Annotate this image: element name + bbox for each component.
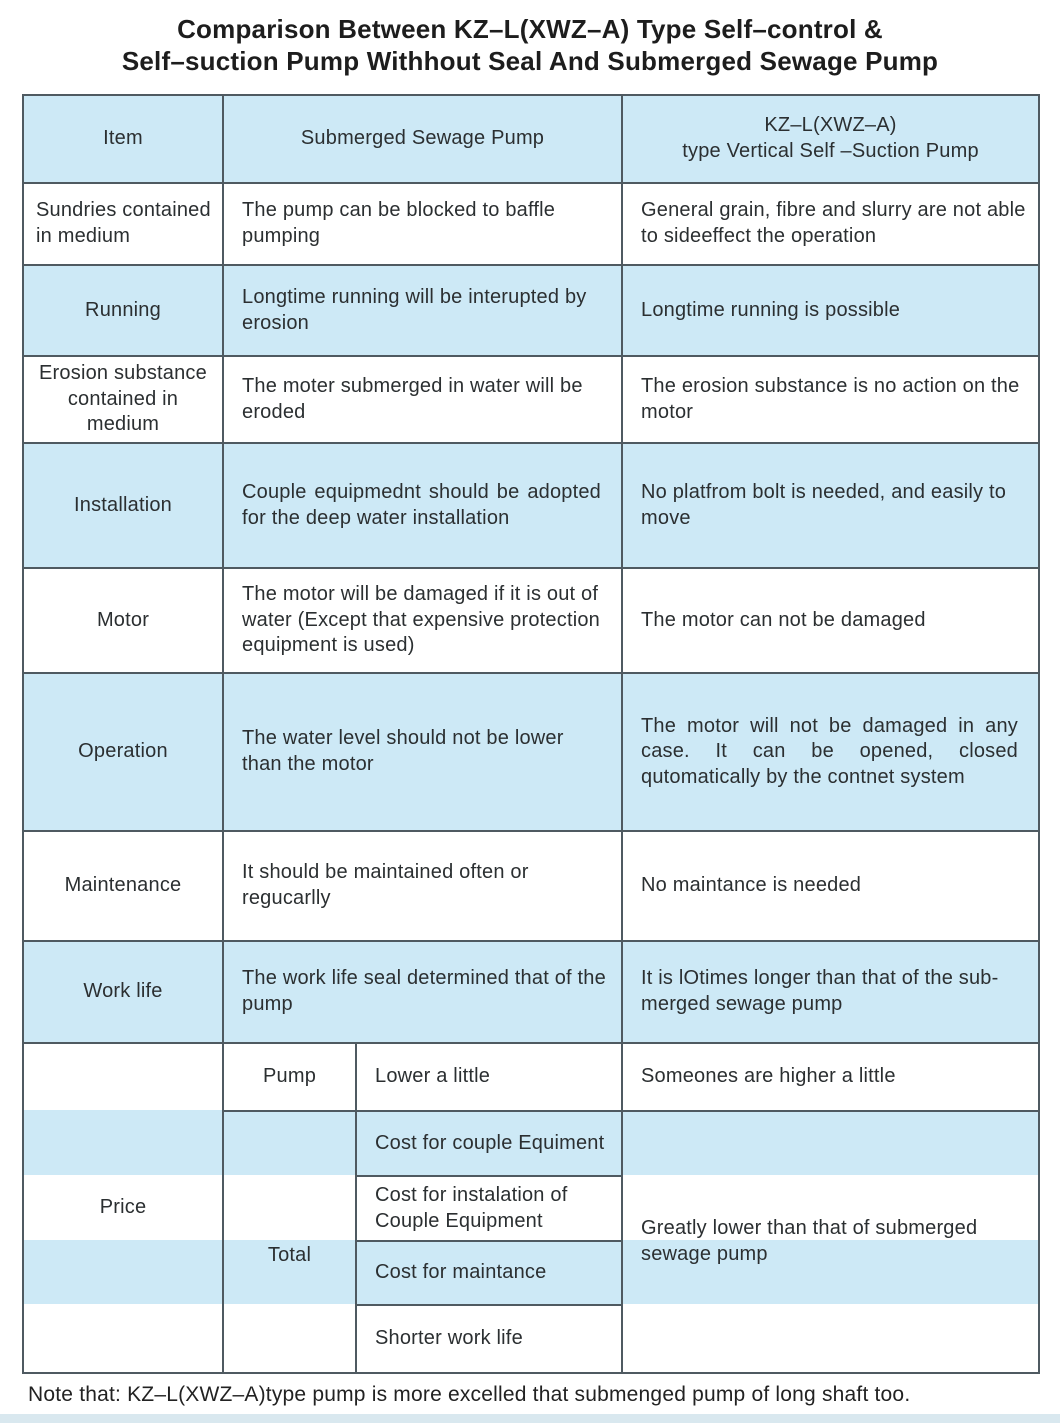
comparison-table (22, 94, 1040, 1374)
row-price-pump (23, 1043, 1039, 1111)
cell-sundries-label: Sundries contained in medium (23, 183, 223, 265)
row-installation (23, 443, 1039, 568)
cell-installation-label: Installation (23, 443, 223, 568)
cell-erosion-label: Erosion substance contained in medium (23, 356, 223, 443)
row-running (23, 265, 1039, 356)
row-motor (23, 568, 1039, 673)
cell-running-label: Running (23, 265, 223, 356)
table-header-row (23, 95, 1039, 183)
cell-maintenance-submerged: It should be maintained often or regucarlly (223, 831, 622, 941)
cell-cost-couple-equipment: Cost for couple Equiment (356, 1111, 622, 1176)
cell-sundries-submerged: The pump can be blocked to baffle pumping (223, 183, 622, 265)
cell-maintenance-label: Maintenance (23, 831, 223, 941)
cell-operation-kzl: The motor will not be damaged in any case. It can be opened, closed qutomatically by the contnet system (622, 673, 1039, 831)
cell-pump-label: Pump (223, 1043, 356, 1111)
cell-running-kzl: Longtime running is possible (622, 265, 1039, 356)
cell-operation-submerged: The water level should not be lower than the motor (223, 673, 622, 831)
cell-motor-label: Motor (23, 568, 223, 673)
cell-total-kzl: Greatly lower than that of submerged sewage pump (622, 1111, 1039, 1373)
footer-note: Note that: KZ–L(XWZ–A)type pump is more excelled that submenged pump of long shaft too. (28, 1383, 911, 1406)
cell-cost-installation: Cost for instalation of Couple Equipment (356, 1176, 622, 1241)
header-cell-submerged-pump: Submerged Sewage Pump (223, 95, 622, 183)
cell-work-life-submerged: The work life seal determined that of the pump (223, 941, 622, 1043)
cell-total-label: Total (223, 1111, 356, 1373)
header-cell-item: Item (23, 95, 223, 183)
cell-pump-submerged: Lower a little (356, 1043, 622, 1111)
cell-pump-kzl: Someones are higher a little (622, 1043, 1039, 1111)
page-title-line-2: Self–suction Pump Withhout Seal And Submerged Sewage Pump (121, 46, 939, 76)
row-maintenance (23, 831, 1039, 941)
cell-price-label: Price (23, 1043, 223, 1373)
cell-running-submerged: Longtime running will be interupted by erosion (223, 265, 622, 356)
header-cell-kzl-pump (622, 95, 1039, 183)
row-erosion (23, 356, 1039, 443)
page-title-line-1: Comparison Between KZ–L(XWZ–A) Type Self–control & (177, 14, 883, 44)
cell-erosion-submerged: The moter submerged in water will be eroded (223, 356, 622, 443)
cell-motor-kzl: The motor can not be damaged (622, 568, 1039, 673)
cell-work-life-label: Work life (23, 941, 223, 1043)
cell-cost-maintenance: Cost for maintance (356, 1241, 622, 1305)
cell-work-life-kzl: It is lOtimes longer than that of the sub-merged sewage pump (622, 941, 1039, 1043)
header-kzl-line-2: type Vertical Self –Suction Pump (682, 140, 979, 162)
cell-shorter-work-life: Shorter work life (356, 1305, 622, 1373)
row-operation (23, 673, 1039, 831)
cell-operation-label: Operation (23, 673, 223, 831)
cell-sundries-kzl: General grain, fibre and slurry are not able to sideeffect the operation (622, 183, 1039, 265)
cell-installation-kzl: No platfrom bolt is needed, and easily to move (622, 443, 1039, 568)
cell-maintenance-kzl: No maintance is needed (622, 831, 1039, 941)
header-kzl-line-1: KZ–L(XWZ–A) (764, 114, 897, 137)
page-title (0, 0, 1060, 77)
cell-installation-submerged: Couple equipmednt should be adopted for the deep water installation (223, 443, 622, 568)
cell-motor-submerged: The motor will be damaged if it is out of water (Except that expensive protection equipment is used) (223, 568, 622, 673)
bottom-strip (0, 1414, 1060, 1423)
row-work-life (23, 941, 1039, 1043)
cell-erosion-kzl: The erosion substance is no action on the motor (622, 356, 1039, 443)
row-sundries (23, 183, 1039, 265)
